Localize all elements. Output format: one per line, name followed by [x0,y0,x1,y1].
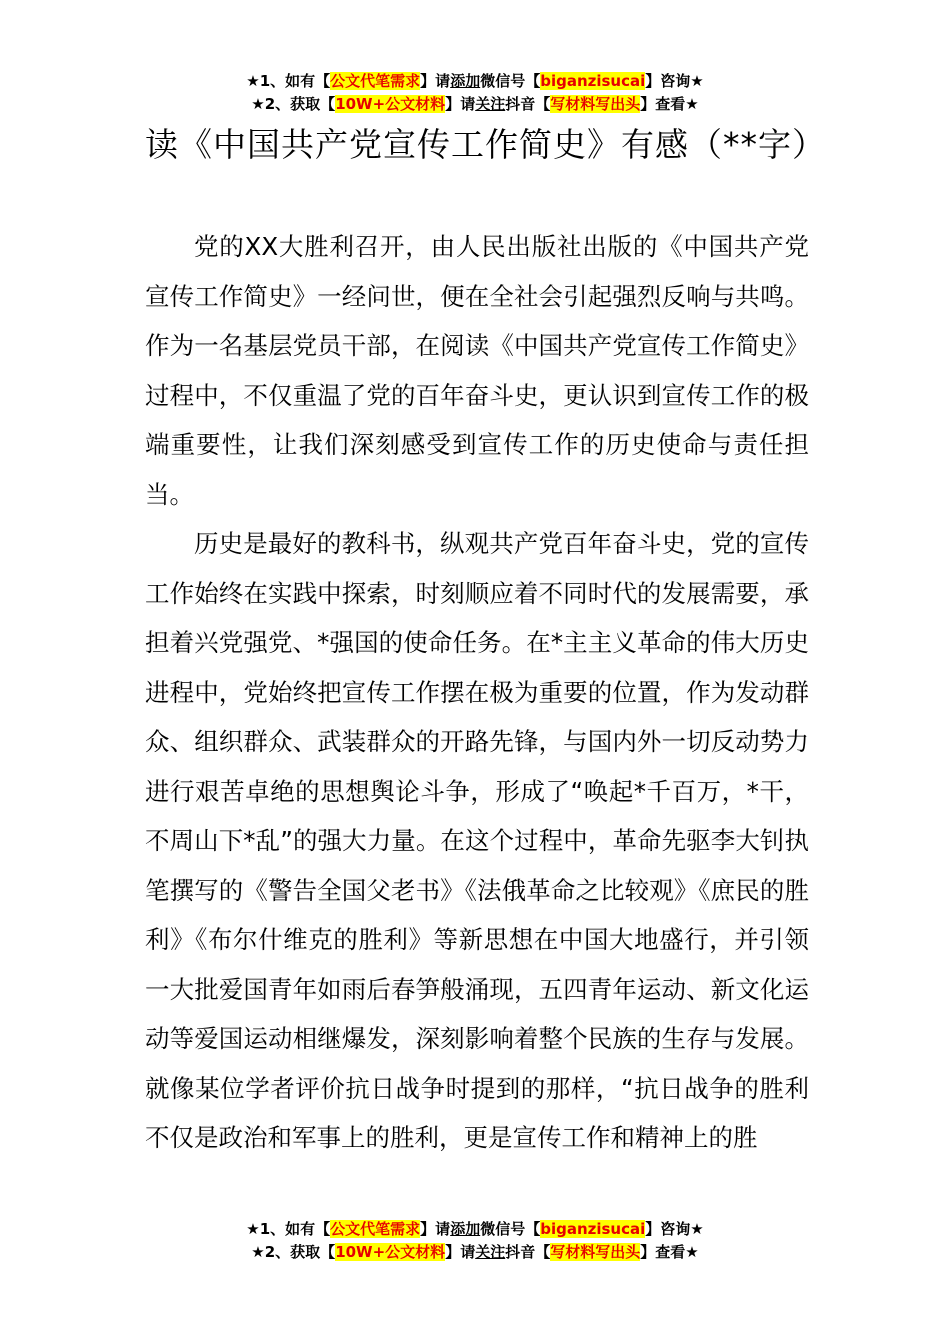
banner-text: 抖音【 [505,1243,551,1261]
banner-text: ★2、获取【 [251,95,336,113]
banner-underline-text: 关注 [475,1243,506,1261]
banner-text: 】请 [420,72,451,90]
banner-underline-text: 添加 [450,1220,481,1238]
banner-highlight: 公文代笔需求 [330,72,421,90]
banner-text: ★1、如有【 [246,1220,331,1238]
banner-highlight: 10W+公文材料 [335,95,446,113]
banner-wechat-id: biganzisucai [540,72,646,90]
document-body [145,222,809,1163]
banner-text: 】咨询★ [645,72,704,90]
banner-underline-text: 添加 [450,72,481,90]
banner-line-2 [0,1241,950,1264]
banner-highlight: 10W+公文材料 [335,1243,446,1261]
banner-text: 】查看★ [640,95,699,113]
banner-text: 微信号【 [480,1220,541,1238]
banner-text: 】咨询★ [645,1220,704,1238]
banner-line-1 [0,1218,950,1241]
banner-text: 】请 [445,95,476,113]
banner-douyin-account: 写材料写出头 [550,95,641,113]
banner-text: 】请 [445,1243,476,1261]
banner-text: ★2、获取【 [251,1243,336,1261]
banner-text: 抖音【 [505,95,551,113]
header-banner [0,70,950,116]
banner-text: 】查看★ [640,1243,699,1261]
banner-line-2 [0,93,950,116]
banner-underline-text: 关注 [475,95,506,113]
paragraph: 党的XX大胜利召开，由人民出版社出版的《中国共产党宣传工作简史》一经问世，便在全社会引起强烈反响与共鸣。作为一名基层党员干部，在阅读《中国共产党宣传工作简史》过程中，不仅重温了党的百年奋斗史，更认识到宣传工作的极端重要性，让我们深刻感受到宣传工作的历史使命与责任担当。 [145,232,809,509]
banner-text: 微信号【 [480,72,541,90]
banner-wechat-id: biganzisucai [540,1220,646,1238]
banner-line-1 [0,70,950,93]
banner-text: 】请 [420,1220,451,1238]
banner-douyin-account: 写材料写出头 [550,1243,641,1261]
paragraph: 历史是最好的教科书，纵观共产党百年奋斗史，党的宣传工作始终在实践中探索，时刻顺应着不同时代的发展需要，承担着兴党强党、*强国的使命任务。在*主主义革命的伟大历史进程中，党始终把宣传工作摆在极为重要的位置，作为发动群众、组织群众、武装群众的开路先锋，与国内外一切反动势力进行艰苦卓绝的思想舆论斗争，形成了“唤起*千百万，*干，不周山下*乱”的强大力量。在这个过程中，革命先驱李大钊执笔撰写的《警告全国父老书》《法俄革命之比较观》《庶民的胜利》《布尔什维克的胜利》等新思想在中国大地盛行，并引领一大批爱国青年如雨后春笋般涌现，五四青年运动、新文化运动等爱国运动相继爆发，深刻影响着整个民族的生存与发展。就像某位学者评价抗日战争时提到的那样，“抗日战争的胜利不仅是政治和军事上的胜利，更是宣传工作和精神上的胜 [145,529,809,1152]
footer-banner [0,1218,950,1264]
document-title: 读《中国共产党宣传工作简史》有感（**字） [145,125,826,164]
banner-text: ★1、如有【 [246,72,331,90]
banner-highlight: 公文代笔需求 [330,1220,421,1238]
